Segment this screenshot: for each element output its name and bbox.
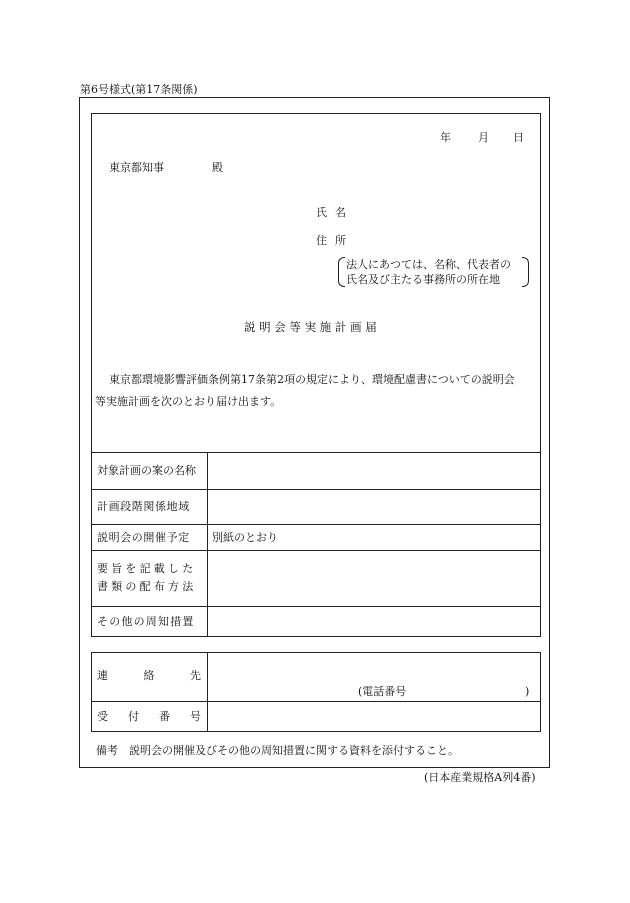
receipt-number-label: 受 付 番 号 [97, 710, 201, 723]
remarks: 備考 説明会の開催及びその他の周知措置に関する資料を添付すること。 [96, 744, 459, 757]
contact-row-rule [91, 701, 541, 702]
table-column-rule [207, 452, 208, 637]
addressee-name: 東京都知事 [109, 161, 164, 174]
table-label-distribution-line1: 要旨を記載した [97, 562, 197, 575]
document-title: 説 明 会 等 実 施 計 画 届 [244, 320, 377, 334]
table-row-rule [91, 489, 541, 490]
contact-label: 連 絡 先 [97, 669, 201, 682]
body-text-line2: 等実施計画を次のとおり届け出ます。 [95, 395, 282, 408]
paper-standard: (日本産業規格A列4番) [424, 771, 536, 784]
form-number: 第6号様式(第17条関係) [80, 83, 198, 96]
applicant-note-line1: 法人にあつては、名称、代表者の [346, 258, 511, 271]
table-label-schedule: 説明会の開催予定 [97, 531, 190, 544]
note-bracket-left [338, 257, 345, 287]
body-text-line1: 東京都環境影響評価条例第17条第2項の規定により、環境配慮書についての説明会 [109, 373, 515, 386]
date-month: 月 [478, 131, 489, 144]
contact-column-rule [207, 652, 208, 732]
table-label-distribution-line2: 書類の配布方法 [97, 580, 197, 593]
applicant-name-label: 氏 名 [316, 206, 346, 219]
table-label-other-measures: その他の周知措置 [97, 615, 195, 628]
addressee-honorific: 殿 [212, 161, 223, 174]
table-row-rule [91, 550, 541, 551]
table-label-plan-name: 対象計画の案の名称 [97, 464, 196, 477]
date-year: 年 [440, 131, 451, 144]
applicant-address-label: 住 所 [316, 234, 346, 247]
phone-number-label: (電話番号 [358, 685, 407, 698]
applicant-note-line2: 氏名及び主たる事務所の所在地 [346, 273, 500, 286]
table-label-area: 計画段階関係地域 [97, 500, 190, 513]
table-value-schedule[interactable]: 別紙のとおり [212, 531, 278, 544]
phone-number-close: ) [525, 685, 530, 698]
table-top-rule [91, 452, 541, 453]
table-row-rule [91, 524, 541, 525]
note-bracket-right [522, 257, 529, 287]
table-row-rule [91, 606, 541, 607]
date-day: 日 [513, 131, 524, 144]
